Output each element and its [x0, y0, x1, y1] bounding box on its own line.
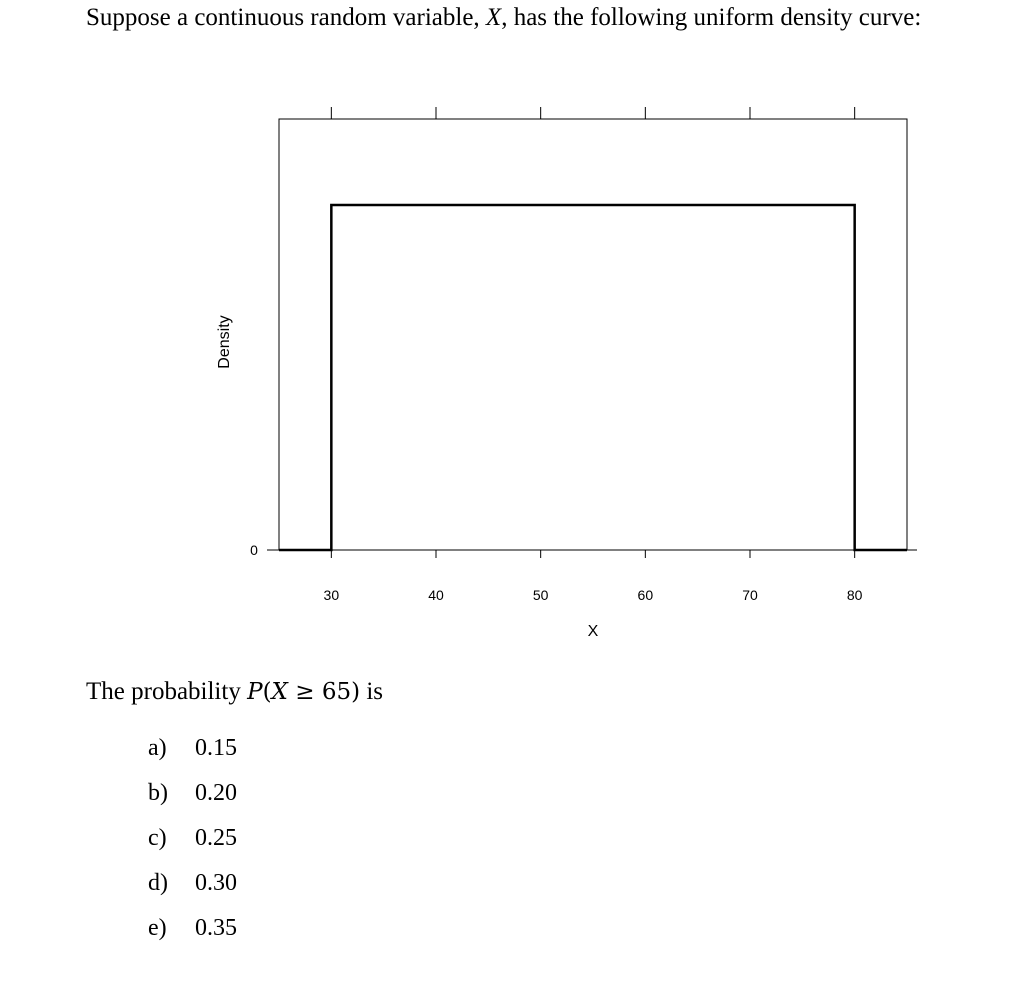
- x-tick-label: 60: [637, 587, 654, 603]
- y-axis: [250, 542, 279, 558]
- question-text: [86, 678, 383, 706]
- expr-open: (: [262, 679, 272, 705]
- plot-frame: [279, 119, 907, 550]
- expr-p: P: [247, 679, 263, 705]
- x-tick-label: 50: [532, 587, 549, 603]
- x-tick-label: 80: [846, 587, 863, 603]
- x-tick-label: 40: [428, 587, 444, 603]
- x-axis: [279, 550, 917, 603]
- option-value: 0.35: [195, 915, 237, 941]
- option-value: 0.15: [195, 735, 237, 761]
- option-value: 0.25: [195, 825, 237, 851]
- option-label: c): [148, 825, 167, 851]
- option-d[interactable]: [148, 870, 237, 897]
- y-axis-label: Density: [216, 315, 233, 369]
- option-label: a): [148, 735, 167, 761]
- option-label: b): [148, 780, 168, 806]
- density-curve: [279, 205, 907, 550]
- option-label: e): [148, 915, 167, 941]
- option-b[interactable]: [148, 780, 237, 807]
- option-value: 0.30: [195, 870, 237, 896]
- question-suffix: is: [360, 678, 383, 705]
- option-c[interactable]: [148, 825, 237, 852]
- expr-rest: ≥ 65): [287, 679, 361, 705]
- y-tick-label: 0: [250, 542, 258, 558]
- intro-before: Suppose a continuous random variable,: [86, 4, 486, 31]
- intro-after: , has the following uniform density curve:: [501, 4, 922, 31]
- question-prefix: The probability: [86, 678, 248, 705]
- option-a[interactable]: [148, 735, 237, 762]
- expr-x: X: [271, 679, 288, 705]
- probability-expression: [247, 679, 360, 705]
- option-label: d): [148, 870, 168, 896]
- option-value: 0.20: [195, 780, 237, 806]
- option-e[interactable]: [148, 915, 237, 942]
- x-tick-label: 70: [742, 587, 758, 603]
- intro-variable: X: [485, 4, 502, 31]
- x-tick-label: 30: [323, 587, 340, 603]
- top-ticks: [331, 107, 854, 119]
- x-axis-label: X: [587, 623, 599, 640]
